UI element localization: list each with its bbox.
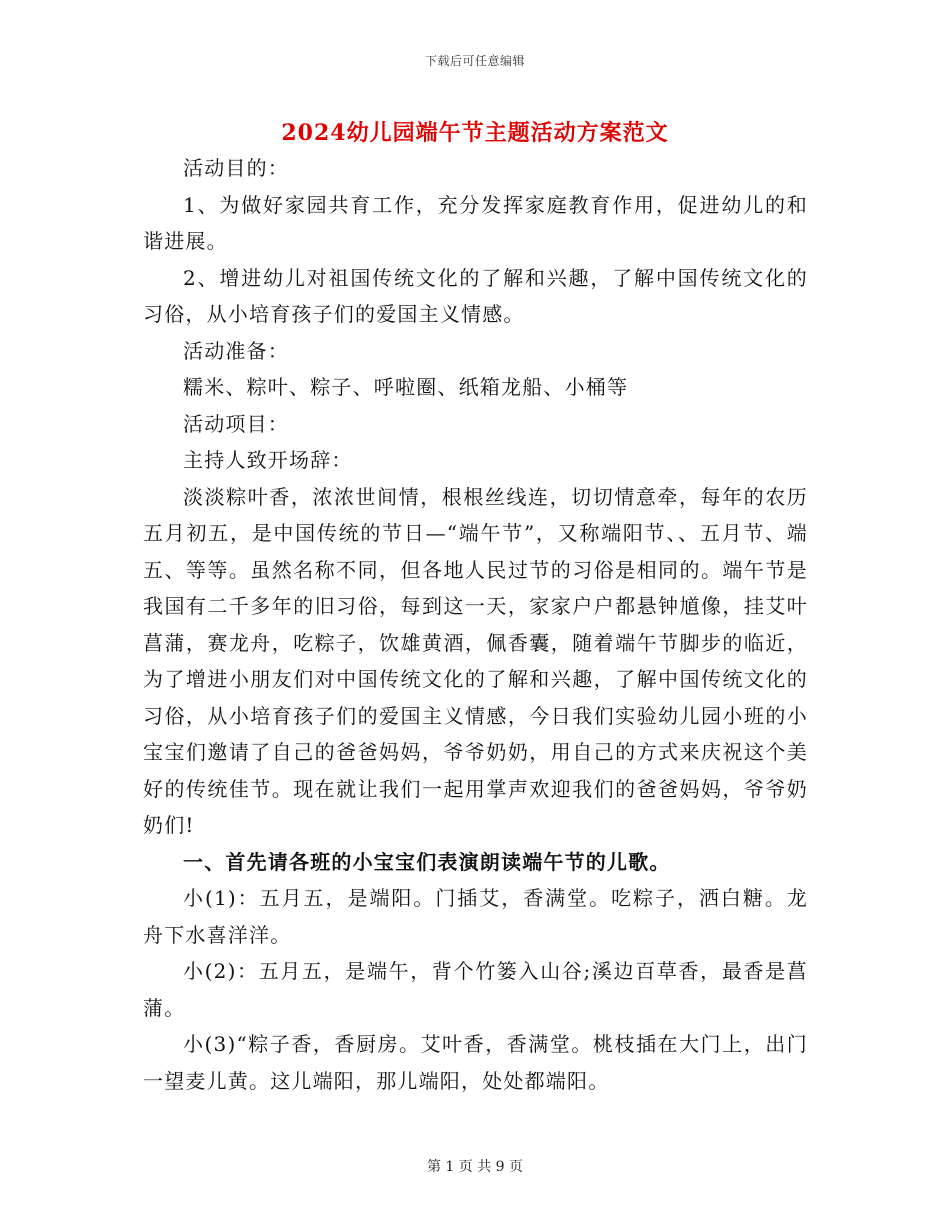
page-number: 第 1 页 共 9 页: [426, 1159, 524, 1175]
rhyme-class-1: 小(1)：五月五，是端阳。门插艾，香满堂。吃粽子，洒白糖。龙舟下水喜洋洋。: [143, 886, 808, 947]
page-header-note: 下载后可任意编辑: [424, 54, 525, 68]
heading-activity-items: 活动项目：: [183, 411, 289, 436]
section-heading-1: 一、首先请各班的小宝宝们表演朗读端午节的儿歌。: [183, 849, 671, 874]
rhyme-class-2: 小(2)：五月五，是端午，背个竹篓入山谷;溪边百草香，最香是菖蒲。: [143, 959, 808, 1020]
host-opening-label: 主持人致开场辞：: [183, 448, 353, 472]
preparation-materials: 糯米、粽叶、粽子、呼啦圈、纸箱龙船、小桶等: [183, 375, 629, 399]
document-title: 2024幼儿园端午节主题活动方案范文: [281, 120, 669, 146]
rhyme-class-3: 小(3)“粽子香，香厨房。艾叶香，香满堂。桃枝插在大门上，出门一望麦儿黄。这儿端阳，那儿端阳，处处都端阳。: [143, 1032, 808, 1093]
goal-item-1: 1、为做好家园共育工作，充分发挥家庭教育作用，促进幼儿的和谐进展。: [143, 192, 808, 253]
goal-item-2: 2、增进幼儿对祖国传统文化的了解和兴趣，了解中国传统文化的习俗，从小培育孩子们的爱国主义情感。: [143, 265, 808, 326]
heading-activity-goal: 活动目的：: [183, 156, 289, 180]
host-opening-speech: 淡淡粽叶香，浓浓世间情，根根丝线连，切切情意牵，每年的农历五月初五，是中国传统的节日—“端午节”，又称端阳节、、五月节、端五、等等。虽然名称不同，但各地人民过节的习俗是相同的。端午节是我国有二千多年的旧习俗，每到这一天，家家户户都悬钟馗像，挂艾叶菖蒲，赛龙舟，吃粽子，饮雄黄酒，佩香囊，随着端午节脚步的临近，为了增进小朋友们对中国传统文化的了解和兴趣，了解中国传统文化的习俗，从小培育孩子们的爱国主义情感，今日我们实验幼儿园小班的小宝宝们邀请了自己的爸爸妈妈，爷爷奶奶，用自己的方式来庆祝这个美好的传统佳节。现在就让我们一起用掌声欢迎我们的爸爸妈妈，爷爷奶奶们!: [143, 484, 808, 837]
document-body: [143, 150, 808, 1099]
heading-activity-preparation: 活动准备：: [183, 338, 289, 363]
